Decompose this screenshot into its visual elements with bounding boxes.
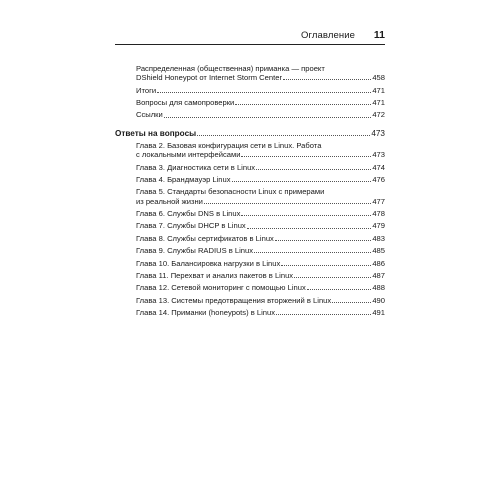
toc-entry-title: Глава 13. Системы предотвращения вторжений в Linux — [136, 295, 332, 305]
toc-entry-page: 477 — [372, 196, 385, 206]
toc-entry-chapter-5 — [136, 187, 385, 205]
toc-entry-title: Глава 7. Службы DHCP в Linux — [136, 221, 246, 231]
toc-entry-page: 485 — [372, 246, 385, 256]
toc-entry-title: Глава 10. Балансировка нагрузки в Linux — [136, 258, 281, 268]
toc-entry-chapter-9 — [136, 246, 385, 255]
toc-entry-title-line2: с локальными интерфейсами — [136, 150, 241, 160]
dot-leader — [241, 156, 371, 157]
dot-leader — [275, 240, 371, 241]
toc-entry-page: 483 — [372, 233, 385, 243]
toc-entry-page: 487 — [372, 270, 385, 280]
toc-entry-title: Глава 3. Диагностика сети в Linux — [136, 162, 256, 172]
toc-entry-page: 486 — [372, 258, 385, 268]
dot-leader — [254, 252, 371, 253]
header-rule — [115, 44, 385, 45]
toc-entry-title: Глава 4. Брандмауэр Linux — [136, 174, 231, 184]
dot-leader — [276, 314, 371, 315]
toc-entry-chapter-12 — [136, 283, 385, 292]
toc-entry-chapter-6 — [136, 209, 385, 218]
toc-entry-chapter-11 — [136, 271, 385, 280]
toc-entry-title: Глава 12. Сетевой мониторинг с помощью Linux — [136, 283, 306, 293]
toc-entry-chapter-14 — [136, 308, 385, 317]
header-page-number: 11 — [373, 29, 385, 41]
toc-entry-page: 473 — [372, 150, 385, 160]
toc-entry-chapter-10 — [136, 259, 385, 268]
dot-leader — [294, 277, 371, 278]
toc-entry-chapter-4 — [136, 175, 385, 184]
toc-entry-page: 458 — [372, 73, 385, 83]
toc-entry-title: Глава 8. Службы сертификатов в Linux — [136, 233, 274, 243]
toc-entry-page: 471 — [372, 97, 385, 107]
running-header — [115, 30, 385, 44]
toc-entry-title: Глава 11. Перехват и анализ пакетов в Linux — [136, 270, 294, 280]
toc-entry-page: 488 — [372, 283, 385, 293]
toc-entry-answers — [115, 129, 385, 138]
toc-entry-title-line2: DShield Honeypot от Internet Storm Center — [136, 73, 282, 83]
toc-entry-title: Ответы на вопросы — [115, 128, 197, 138]
dot-leader — [332, 302, 371, 303]
dot-leader — [241, 215, 371, 216]
dot-leader — [157, 92, 371, 93]
dot-leader — [281, 265, 371, 266]
toc-entry-chapter-13 — [136, 296, 385, 305]
toc-entry-page: 474 — [372, 162, 385, 172]
toc-entry-chapter-8 — [136, 234, 385, 243]
toc-entry-title: Глава 14. Приманки (honeypots) в Linux — [136, 308, 276, 318]
toc-entry-page: 472 — [372, 110, 385, 120]
dot-leader — [307, 289, 372, 290]
toc-entry-page: 479 — [372, 221, 385, 231]
dot-leader — [232, 181, 372, 182]
toc-entry-title-line1: Глава 2. Базовая конфигурация сети в Linux. Работа — [136, 140, 322, 150]
toc-entry-title: Итоги — [136, 85, 157, 95]
toc-entry-page: 471 — [372, 85, 385, 95]
toc-entry-title: Глава 6. Службы DNS в Linux — [136, 208, 241, 218]
dot-leader — [235, 104, 371, 105]
toc-entry-page: 473 — [371, 128, 385, 138]
table-of-contents — [115, 64, 385, 317]
dot-leader — [164, 117, 372, 118]
toc-entry-title-line1: Глава 5. Стандарты безопасности Linux с примерами — [136, 187, 325, 197]
toc-entry-dshield — [136, 64, 385, 82]
dot-leader — [247, 228, 372, 229]
toc-entry-page: 476 — [372, 174, 385, 184]
toc-entry-chapter-2 — [136, 141, 385, 159]
dot-leader — [204, 203, 371, 204]
toc-entry-title: Глава 9. Службы RADIUS в Linux — [136, 246, 254, 256]
toc-entry-chapter-3 — [136, 163, 385, 172]
toc-entry-page: 490 — [372, 295, 385, 305]
toc-entry-chapter-7 — [136, 221, 385, 230]
toc-entry-page: 491 — [372, 308, 385, 318]
dot-leader — [283, 79, 371, 80]
toc-entry-title: Вопросы для самопроверки — [136, 97, 235, 107]
toc-entry-questions — [136, 98, 385, 107]
header-title: Оглавление — [301, 30, 355, 41]
toc-entry-links — [136, 110, 385, 119]
toc-entry-title: Ссылки — [136, 110, 163, 120]
toc-entry-title-line1: Распределенная (общественная) приманка — проект — [136, 64, 325, 73]
dot-leader — [256, 169, 371, 170]
toc-entry-summary — [136, 86, 385, 95]
toc-entry-title-line2: из реальной жизни — [136, 196, 203, 206]
toc-entry-page: 478 — [372, 208, 385, 218]
dot-leader — [197, 135, 370, 136]
